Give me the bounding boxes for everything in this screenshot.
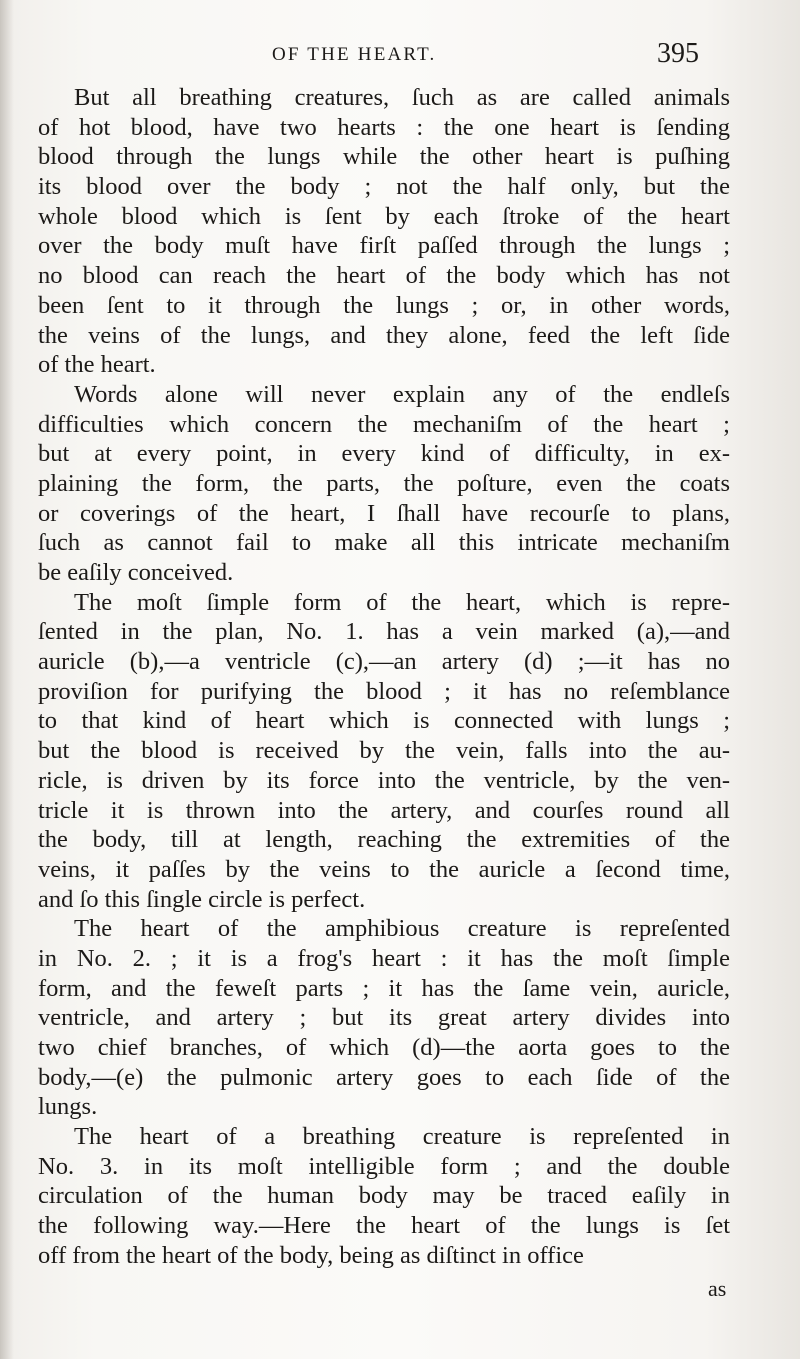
text-line: off from the heart of the body, being as diſtinct in office (38, 1241, 584, 1269)
text-line: circulation of the human body may be traced eaſily in (38, 1182, 730, 1210)
paragraph (38, 1122, 730, 1270)
text-line: ventricle, and artery ; but its great artery divides into (38, 1004, 730, 1032)
text-line: its blood over the body ; not the half only, but the (38, 173, 730, 201)
text-line: the following way.—Here the heart of the lungs is ſet (38, 1212, 730, 1240)
paragraph (38, 380, 730, 588)
text-line: tricle it is thrown into the artery, and courſes round all (38, 796, 730, 824)
text-line: or coverings of the heart, I ſhall have recourſe to plans, (38, 499, 730, 527)
text-line: veins, it paſſes by the veins to the auricle a ſecond time, (38, 855, 730, 883)
text-line: plaining the form, the parts, the poſture, even the coats (38, 469, 730, 497)
running-title: OF THE HEART. (272, 44, 437, 65)
text-line: but the blood is received by the vein, falls into the au- (38, 737, 730, 765)
text-line: blood through the lungs while the other heart is puſhing (38, 143, 730, 171)
text-line: be eaſily conceived. (38, 559, 234, 586)
paragraph (38, 588, 730, 915)
text-line: been ſent to it through the lungs ; or, in other words, (38, 291, 730, 319)
text-line: to that kind of heart which is connected with lungs ; (38, 707, 730, 735)
text-line: the veins of the lungs, and they alone, feed the left ſide (38, 321, 730, 349)
text-line: ſented in the plan, No. 1. has a vein marked (a),—and (38, 618, 730, 646)
text-line: lungs. (38, 1093, 98, 1121)
paragraph (38, 83, 730, 380)
text-line: body,—(e) the pulmonic artery goes to each ſide of the (38, 1063, 730, 1091)
text-line: But all breathing creatures, ſuch as are called animals (74, 84, 730, 111)
text-line: and ſo this ſingle circle is perfect. (38, 885, 366, 913)
text-line: ricle, is driven by its force into the ventricle, by the ven- (38, 766, 730, 794)
paragraph (38, 914, 730, 1122)
running-head (0, 38, 800, 78)
text-line: The heart of the amphibious creature is repreſented (74, 915, 730, 943)
text-line: ſuch as cannot fail to make all this intricate mechaniſm (38, 529, 730, 557)
text-line: The moſt ſimple form of the heart, which is repre- (74, 588, 730, 616)
text-line: over the body muſt have firſt paſſed through the lungs ; (38, 232, 730, 260)
text-line: of the heart. (38, 351, 156, 379)
text-line: The heart of a breathing creature is repreſented in (74, 1123, 730, 1151)
text-line: two chief branches, of which (d)—the aorta goes to the (38, 1034, 730, 1061)
text-line: whole blood which is ſent by each ſtroke of the heart (38, 202, 730, 230)
text-line: no blood can reach the heart of the body which has not (38, 262, 730, 290)
text-line: the body, till at length, reaching the extremities of the (38, 826, 730, 854)
text-line: No. 3. in its moſt intelligible form ; and the double (38, 1152, 730, 1180)
text-line: difficulties which concern the mechaniſm of the heart ; (38, 410, 730, 438)
body-text (38, 83, 730, 1271)
text-line: proviſion for purifying the blood ; it has no reſemblance (38, 677, 730, 705)
text-line: Words alone will never explain any of the endleſs (74, 380, 730, 408)
text-line: but at every point, in every kind of difficulty, in ex- (38, 440, 730, 468)
text-line: of hot blood, have two hearts : the one heart is ſending (38, 113, 730, 141)
catchword: as (708, 1276, 727, 1301)
gutter-shadow (0, 0, 14, 1359)
text-line: auricle (b),—a ventricle (c),—an artery (d) ;—it has no (38, 648, 730, 676)
text-line: in No. 2. ; it is a frog's heart : it has the moſt ſimple (38, 944, 730, 972)
text-line: form, and the feweſt parts ; it has the ſame vein, auricle, (38, 974, 730, 1002)
page-number: 395 (657, 38, 699, 69)
